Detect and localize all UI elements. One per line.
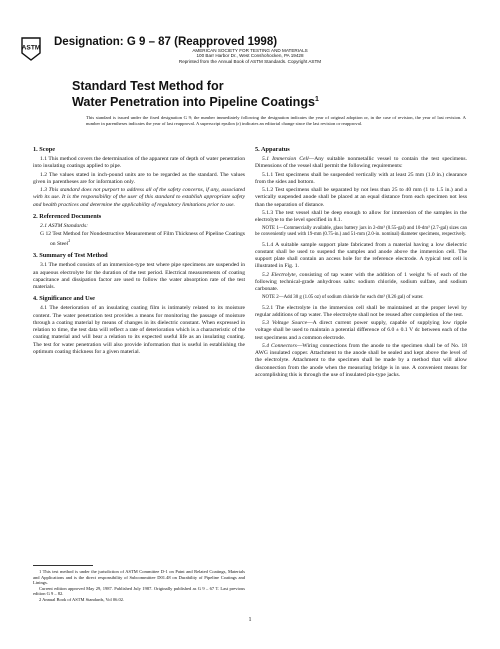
left-column	[33, 146, 245, 357]
para-5-1-4: 5.1.4 A suitable sample support plate fabricated from a material having a low dielectric constant shall be used to suspend the samples and anode above the immersion cell. The support plate shall contain an access hole for the reference electrode. A typical test cell is illustrated in Fig. 1.	[255, 241, 467, 270]
para-5-1: 5.1 Immersion Cell—Any suitable nonmetallic vessel to contain the test specimens. Dimensions of the vessel shall permit the following requirements:	[255, 156, 467, 170]
footnote-rule	[33, 565, 93, 566]
para-1-2: 1.2 The values stated in inch-pound units are to be regarded as the standard. The values given in parentheses are for information only.	[33, 171, 245, 185]
section-apparatus-heading: 5. Apparatus	[255, 146, 290, 153]
right-column	[255, 146, 467, 380]
footnote-2: 2 Annual Book of ASTM Standards, Vol 06.02.	[39, 596, 125, 602]
page-number: 1	[248, 617, 252, 623]
footnote-1-edition: Current edition approved May 29, 1987. Published July 1987. Originally published as G 9 – 67 T. Last previous edition G 9 – 82.	[33, 585, 245, 597]
society-copyright: Reprinted from the Annual Book of ASTM Standards. Copyright ASTM	[178, 58, 322, 64]
para-1-1: 1.1 This method covers the determination of the apparent rate of depth of water penetration into insulating coatings applied to pipe.	[33, 156, 245, 170]
para-4-1: 4.1 The deterioration of an insulating coating film is intimately related to its moisture content. The water penetration test provides a means for monitoring the passage of moisture through a coating material by means of changes in its dielectric constant. When expressed in relation to time, the test data will reflect a rate of deterioration which is a characteristic of the coating material and will bear a relation to its expected useful life as an insulating coating. The test for water penetration will also provide information that is useful in establishing the optimum coating thickness for a given material.	[33, 305, 245, 355]
title-line-2: Water Penetration into Pipeline Coatings$^1$	[72, 95, 319, 110]
footnote-1: 1 This test method is under the jurisdiction of ASTM Committee D-1 on Paint and Related Coatings, Materials and Applications and is the direct responsibility of Subcommittee D01.48 on Durability of Pipeline Coatings and Linings.	[33, 569, 245, 586]
para-5-3: 5.3 Voltage Source—A direct current power supply, capable of supplying low ripple voltage shall be used to maintain a potential difference of 6.0 ± 0.1 V dc between each of the test specimens and a common electrode.	[255, 320, 467, 341]
note-2: NOTE 2—Add 30 g (1.05 oz) of sodium chloride for each dm³ (0.26 gal) of water.	[262, 295, 424, 301]
society-name: AMERICAN SOCIETY FOR TESTING AND MATERIALS	[192, 48, 308, 53]
section-significance-heading: 4. Significance and Use	[33, 295, 95, 303]
para-5-2-1: 5.2.1 The electrolyte in the immersion cell shall be maintained at the proper level by regular additions of tap water. The electrolyte shall not be reused after completion of the test.	[255, 304, 467, 318]
section-summary-heading: 3. Summary of Test Method	[33, 252, 108, 260]
issuance-note: This standard is issued under the fixed designation G 9; the number immediately following the designation indicates the year of original adoption or, in the case of revision, the year of last revision. A number in parentheses indicates the year of last reapproval. A superscript epsilon (ε) indicates an editorial change since the last revision or reapproval.	[86, 115, 466, 126]
section-scope-heading: 1. Scope	[33, 146, 56, 153]
society-info	[0, 48, 500, 64]
document-title	[72, 79, 319, 109]
title-line-1: Standard Test Method for	[72, 79, 224, 93]
section-referenced-documents-heading: 2. Referenced Documents	[33, 212, 102, 220]
para-5-4: 5.4 Connectors—Wiring connections from the anode to the specimen shall be of No. 18 AWG insulated copper. Attachment to the anode shall be sealed and kept above the level of the electrolyte. Attachment to the specimen shall be made by a method that will allow disconnection from the anode when the measuring bridge is in use. A convenient means for accomplishing this is through the use of insulated pin-type jacks.	[255, 342, 467, 378]
para-5-1-3: 5.1.3 The test vessel shall be deep enough to allow for immersion of the samples in the electrolyte to the level specified in 8.1.	[255, 209, 467, 223]
para-1-3: 1.3 This standard does not purport to address all of the safety concerns, if any, associated with its use. It is the responsibility of the user of this standard to establish appropriate safety and health practices and determine the applicability of regulatory limitations prior to use.	[33, 187, 245, 208]
designation: Designation: G 9 – 87 (Reapproved 1998)	[54, 36, 278, 48]
para-5-1-2: 5.1.2 Test specimens shall be separated by not less than 25 to 40 mm (1 to 1.5 in.) and a vertically suspended anode shall be placed at an equal distance from each specimen not less than the separation of distance.	[255, 187, 467, 208]
para-3-1: 3.1 The method consists of an immersion-type test where pipe specimens are suspended in an aqueous electrolyte for the duration of the test period. Electrical measurements of coating capacitance and dissipation factor are used to follow the water absorption rate of the test materials.	[33, 262, 245, 291]
footnotes	[33, 565, 245, 603]
reference-g12: G 12 Test Method for Nondestructive Measurement of Film Thickness of Pipeline Coatings on Steel$^2$	[40, 231, 245, 248]
note-1: NOTE 1—Commercially available, glass battery jars in 2-dm³ (0.55-gal) and 10-dm³ (2.7-gal) sizes can be conveniently used with 19-mm (0.75-in.) and 51-mm (2.0-in. nominal) diameter specimens, respectively.	[255, 226, 467, 238]
society-address: 100 Barr Harbor Dr., West Conshohocken, PA 19428	[196, 53, 304, 59]
para-5-2: 5.2 Electrolyte, consisting of tap water with the addition of 1 weight % of each of the following technical-grade anhydrous salts: sodium chloride, sodium sulfate, and sodium carbonate.	[255, 271, 467, 293]
svg-text:ASTM: ASTM	[21, 44, 41, 52]
para-5-1-1: 5.1.1 Test specimens shall be suspended vertically with at least 25 mm (1.0 in.) clearance from the sides and bottom.	[255, 171, 467, 185]
para-2-1: 2.1 ASTM Standards:	[40, 222, 89, 229]
